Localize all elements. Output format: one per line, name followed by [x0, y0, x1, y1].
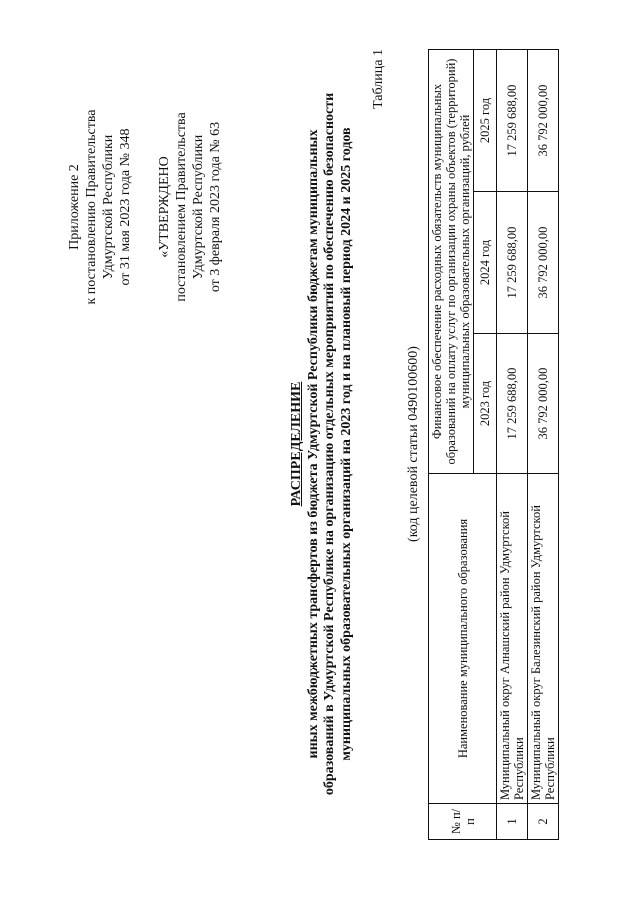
approved-line: постановлением Правительства [174, 112, 189, 302]
row-value: 17 259 688,00 [497, 50, 528, 192]
header-year: 2025 год [474, 50, 497, 192]
document-title [289, 49, 355, 839]
row-value: 17 259 688,00 [497, 192, 528, 334]
table-row [528, 50, 559, 840]
table-header-row [429, 50, 474, 840]
annex-line: от 31 мая 2023 года № 348 [118, 128, 133, 286]
title-line: иных межбюджетных трансфертов из бюджета Удмуртской Республики бюджетам муниципальных [305, 129, 321, 759]
approved-block [156, 87, 224, 327]
header-municipality: Наименование муниципального образования [429, 474, 497, 804]
target-code: (код целевой статьи 0490100600) [406, 346, 421, 542]
table-row [497, 50, 528, 840]
title-line: образований в Удмуртской Республике на организацию отдельных мероприятий по обеспечению безопасности [322, 92, 337, 796]
annex-line: к постановлению Правительства [84, 109, 99, 305]
row-value: 36 792 000,00 [528, 192, 559, 334]
title-line: муниципальных образовательных организаций на 2023 год и на плановый период 2024 и 2025 годов [338, 127, 354, 761]
row-number: 1 [497, 804, 528, 840]
annex-block [66, 87, 134, 327]
approved-line: «УТВЕРЖДЕНО [157, 156, 172, 258]
table-label: Таблица 1 [371, 49, 386, 109]
header-year: 2023 год [474, 334, 497, 474]
row-value: 17 259 688,00 [497, 334, 528, 474]
header-financing: Финансовое обеспечение расходных обязательств муниципальных образований на оплату услуг по организации охраны объектов (территорий) муниципальных образовательных организаций, рублей [429, 50, 474, 474]
row-municipality: Муниципальный округ Балезинский район Удмуртской Республики [528, 474, 559, 804]
annex-line: Удмуртской Республики [101, 134, 116, 280]
header-year: 2024 год [474, 192, 497, 334]
title-main: РАСПРЕДЕЛЕНИЕ [289, 381, 304, 507]
annex-line: Приложение 2 [67, 164, 82, 250]
row-value: 36 792 000,00 [528, 334, 559, 474]
row-municipality: Муниципальный округ Алнашский район Удмуртской Республики [497, 474, 528, 804]
row-number: 2 [528, 804, 559, 840]
approved-line: Удмуртской Республики [191, 134, 206, 280]
row-value: 36 792 000,00 [528, 50, 559, 192]
approved-line: от 3 февраля 2023 года № 63 [208, 121, 223, 293]
header-number: № п/п [429, 804, 497, 840]
distribution-table [428, 49, 559, 840]
